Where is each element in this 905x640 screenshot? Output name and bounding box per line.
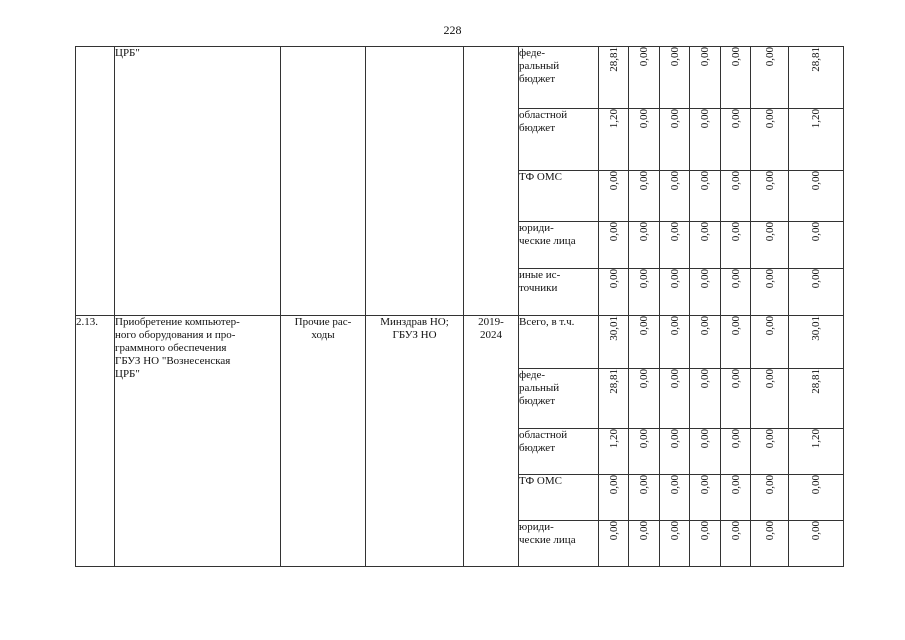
value-text: 1,20 [607,429,620,449]
value-text: 0,00 [638,369,650,389]
value-cell [721,369,751,429]
value-cell [751,109,789,171]
value-text: 0,00 [699,222,711,242]
value-cell [599,109,629,171]
value-cell [660,269,690,316]
funding-source: ТФ ОМС [519,171,599,222]
budget-table [75,46,844,567]
value-cell [721,521,751,567]
value-cell [751,429,789,475]
value-cell [751,369,789,429]
value-cell [599,222,629,269]
value-text: 0,00 [699,109,711,129]
value-cell [599,521,629,567]
value-text: 0,00 [729,521,742,541]
value-cell [721,171,751,222]
value-cell [721,109,751,171]
value-text: 0,00 [699,171,711,191]
value-cell [660,369,690,429]
value-cell [629,316,660,369]
period-cell: 2019- 2024 [464,316,519,567]
value-cell [660,109,690,171]
value-cell [751,316,789,369]
value-text: 0,00 [638,429,650,449]
value-text: 0,00 [763,47,776,67]
funding-source: Всего, в т.ч. [519,316,599,369]
value-cell [690,47,721,109]
value-cell [599,369,629,429]
value-cell [690,269,721,316]
value-text: 28,81 [607,47,620,72]
value-cell [629,222,660,269]
value-cell [721,269,751,316]
value-cell [599,475,629,521]
value-cell [789,369,844,429]
value-text: 0,00 [607,521,620,541]
executor-cell [366,47,464,316]
value-cell [789,269,844,316]
item-name-cell: Приобретение компьютер- ного оборудования и про- граммного обеспечения ГБУЗ НО "Вознесенская ЦРБ" [115,316,281,567]
funding-source: феде- ральный бюджет [519,47,599,109]
value-cell [660,316,690,369]
value-text: 0,00 [729,47,742,67]
funding-source: ТФ ОМС [519,475,599,521]
value-cell [629,269,660,316]
value-text: 1,20 [607,109,620,129]
value-text: 0,00 [763,269,776,289]
value-text: 0,00 [729,269,742,289]
expense-type-cell: Прочие рас- ходы [281,316,366,567]
value-text: 0,00 [699,269,711,289]
table-row [76,316,844,369]
value-cell [660,222,690,269]
value-text: 0,00 [763,475,776,495]
value-text: 28,81 [607,369,620,394]
item-number-cell [76,47,115,316]
value-cell [599,429,629,475]
value-text: 0,00 [607,475,620,495]
value-cell [629,369,660,429]
value-text: 0,00 [638,222,650,242]
value-text: 0,00 [810,521,822,541]
value-text: 0,00 [668,369,681,389]
value-cell [660,47,690,109]
value-text: 0,00 [729,475,742,495]
value-text: 0,00 [699,429,711,449]
value-text: 0,00 [607,269,620,289]
value-cell [690,475,721,521]
value-cell [721,222,751,269]
value-text: 0,00 [638,475,650,495]
value-text: 0,00 [668,171,681,191]
value-text: 0,00 [729,171,742,191]
value-text: 0,00 [763,171,776,191]
value-text: 0,00 [763,316,776,336]
value-text: 0,00 [638,47,650,67]
funding-source: областной бюджет [519,109,599,171]
value-cell [721,316,751,369]
value-text: 0,00 [607,171,620,191]
value-cell [721,429,751,475]
value-cell [660,521,690,567]
item-number-cell: 2.13. [76,316,115,567]
value-text: 0,00 [607,222,620,242]
value-text: 0,00 [763,521,776,541]
value-cell [690,521,721,567]
value-text: 0,00 [699,475,711,495]
value-text: 0,00 [668,109,681,129]
value-text: 0,00 [729,109,742,129]
value-cell [789,222,844,269]
value-cell [789,521,844,567]
value-cell [599,269,629,316]
funding-source: юриди- ческие лица [519,521,599,567]
value-cell [690,171,721,222]
value-text: 0,00 [763,369,776,389]
value-cell [629,475,660,521]
value-cell [789,475,844,521]
value-cell [660,475,690,521]
value-cell [629,429,660,475]
value-cell [660,429,690,475]
table-row [76,47,844,109]
value-text: 0,00 [668,47,681,67]
value-cell [789,429,844,475]
value-cell [690,109,721,171]
value-text: 30,01 [810,316,822,341]
value-cell [751,222,789,269]
value-cell [690,369,721,429]
value-text: 0,00 [668,269,681,289]
value-text: 0,00 [668,521,681,541]
value-text: 0,00 [668,222,681,242]
value-text: 0,00 [810,171,822,191]
value-cell [690,316,721,369]
value-text: 0,00 [763,222,776,242]
value-text: 0,00 [810,269,822,289]
value-text: 0,00 [638,269,650,289]
value-cell [599,316,629,369]
funding-source: областной бюджет [519,429,599,475]
executor-cell: Минздрав НО; ГБУЗ НО [366,316,464,567]
value-text: 0,00 [763,109,776,129]
value-cell [751,171,789,222]
value-cell [751,521,789,567]
expense-type-cell [281,47,366,316]
value-cell [721,47,751,109]
value-text: 0,00 [810,222,822,242]
value-cell [751,269,789,316]
value-text: 0,00 [699,369,711,389]
value-text: 0,00 [668,475,681,495]
value-cell [789,109,844,171]
value-cell [721,475,751,521]
value-cell [751,475,789,521]
value-text: 0,00 [668,429,681,449]
value-text: 0,00 [638,171,650,191]
value-text: 0,00 [638,316,650,336]
value-cell [629,109,660,171]
value-text: 0,00 [638,521,650,541]
value-text: 0,00 [699,47,711,67]
value-text: 0,00 [729,369,742,389]
item-name-cell: ЦРБ" [115,47,281,316]
value-text: 30,01 [607,316,620,341]
funding-source: юриди- ческие лица [519,222,599,269]
value-cell [789,171,844,222]
value-cell [690,429,721,475]
value-text: 0,00 [699,316,711,336]
funding-source: феде- ральный бюджет [519,369,599,429]
value-cell [599,171,629,222]
value-cell [660,171,690,222]
value-cell [629,171,660,222]
period-cell [464,47,519,316]
value-cell [789,47,844,109]
value-text: 0,00 [729,316,742,336]
value-text: 28,81 [810,369,822,394]
value-text: 1,20 [810,429,822,449]
page-number: 228 [443,23,462,37]
value-cell [599,47,629,109]
funding-source: иные ис- точники [519,269,599,316]
value-text: 0,00 [729,222,742,242]
value-cell [690,222,721,269]
value-text: 0,00 [638,109,650,129]
value-text: 1,20 [810,109,822,129]
value-text: 0,00 [810,475,822,495]
value-text: 0,00 [699,521,711,541]
value-cell [789,316,844,369]
value-text: 28,81 [810,47,822,72]
value-cell [751,47,789,109]
value-text: 0,00 [763,429,776,449]
value-text: 0,00 [729,429,742,449]
value-text: 0,00 [668,316,681,336]
value-cell [629,47,660,109]
value-cell [629,521,660,567]
